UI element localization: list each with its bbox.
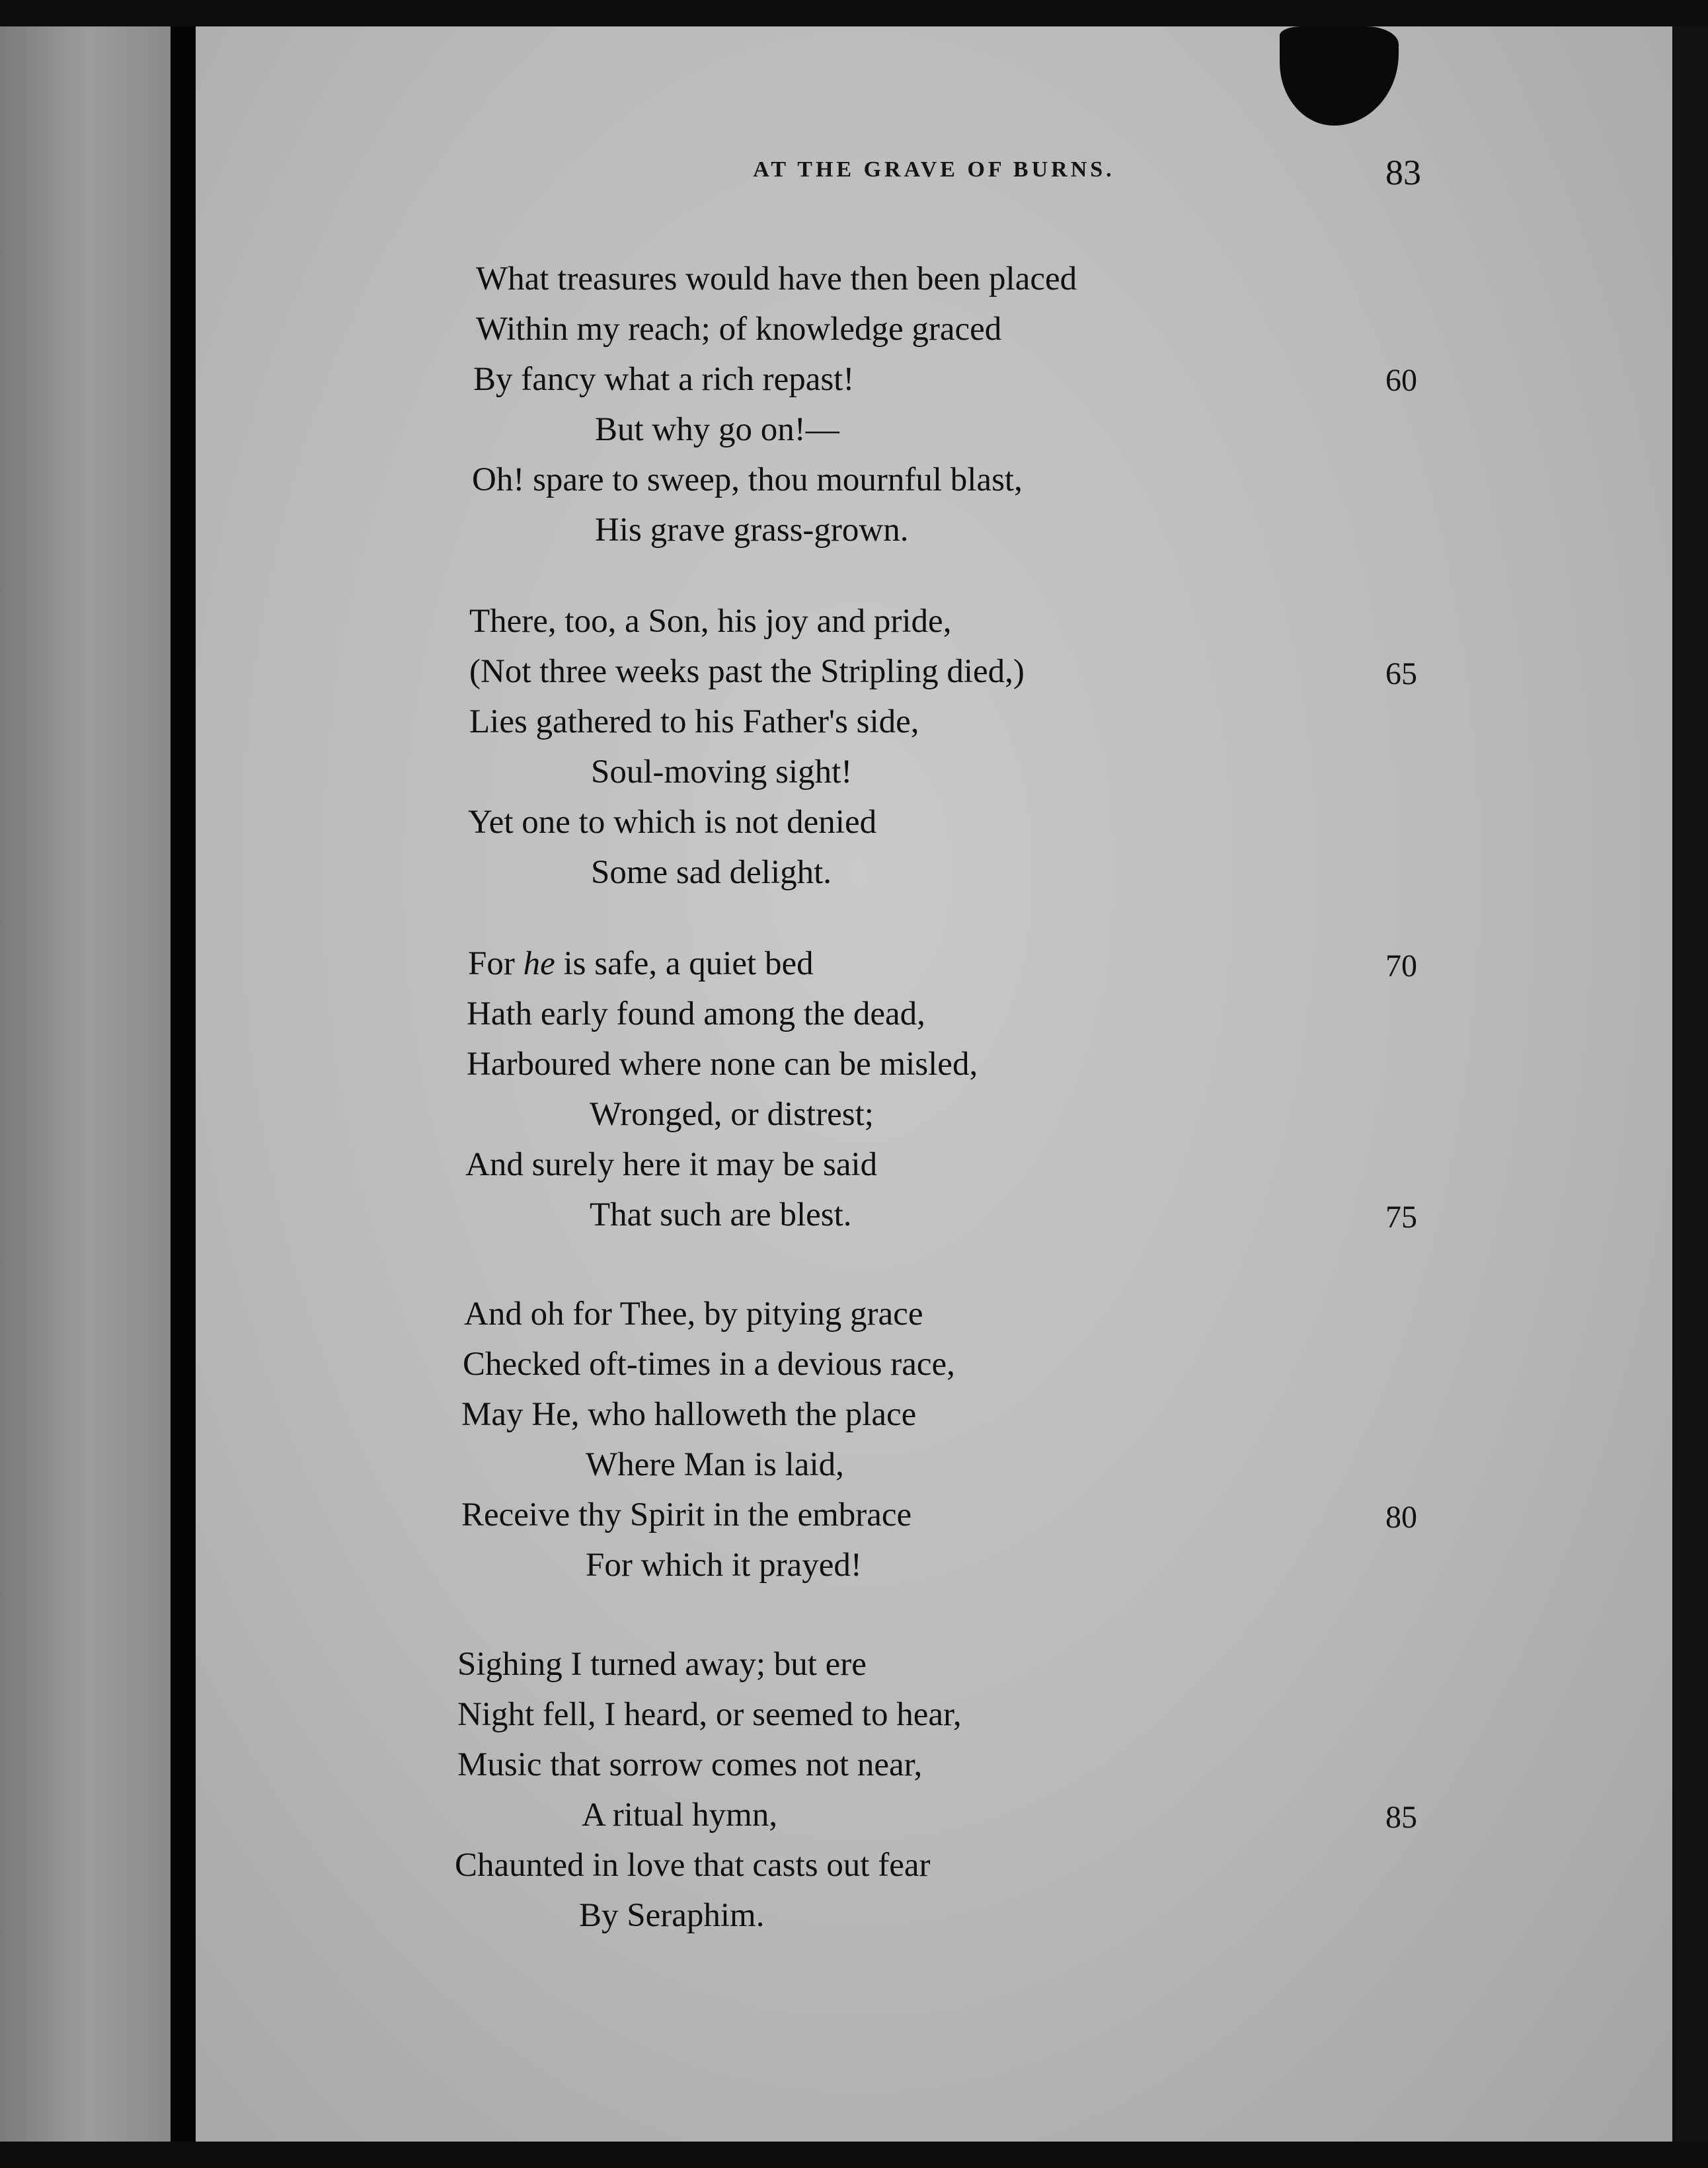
poem-line: Within my reach; of knowledge graced xyxy=(476,311,1002,348)
poem-line: Harboured where none can be misled, xyxy=(467,1046,978,1083)
poem-line: Hath early found among the dead, xyxy=(467,995,925,1032)
facing-page-edge xyxy=(0,26,172,2142)
poem-line: Oh! spare to sweep, thou mournful blast, xyxy=(472,461,1023,498)
poem-line: Receive thy Spirit in the embrace xyxy=(461,1496,912,1533)
poem-line: Checked oft-times in a devious race, xyxy=(463,1346,955,1383)
poem-line xyxy=(468,944,814,984)
line-number: 75 xyxy=(1385,1200,1417,1235)
line-number: 85 xyxy=(1385,1800,1417,1835)
poem-line: By Seraphim. xyxy=(579,1897,765,1934)
page xyxy=(196,26,1672,2142)
poem-line: That such are blest. xyxy=(590,1196,852,1233)
poem-line: His grave grass-grown. xyxy=(595,512,909,549)
poem-line: But why go on!— xyxy=(595,411,839,448)
line-number: 65 xyxy=(1385,656,1417,691)
poem-line: For which it prayed! xyxy=(586,1547,862,1584)
line-number: 70 xyxy=(1385,948,1417,984)
poem-line: There, too, a Son, his joy and pride, xyxy=(469,603,952,640)
poem-line: And oh for Thee, by pitying grace xyxy=(464,1296,923,1333)
right-scan-border xyxy=(1672,26,1708,2142)
line-number: 60 xyxy=(1385,363,1417,398)
poem-line-text: For xyxy=(468,945,524,982)
poem-line-text: is safe, a quiet bed xyxy=(555,945,814,982)
book-gutter xyxy=(171,26,196,2142)
poem-line: By fancy what a rich repast! xyxy=(473,361,855,398)
poem-line: Some sad delight. xyxy=(591,854,832,891)
emphasis: he xyxy=(523,945,555,982)
poem-line: A ritual hymn, xyxy=(582,1797,778,1834)
running-head: AT THE GRAVE OF BURNS. xyxy=(753,157,1115,182)
poem-line: Lies gathered to his Father's side, xyxy=(469,703,919,740)
ink-stain xyxy=(1280,26,1399,126)
poem-line: Music that sorrow comes not near, xyxy=(457,1746,923,1783)
poem-line: Yet one to which is not denied xyxy=(468,804,877,841)
poem-line: Night fell, I heard, or seemed to hear, xyxy=(457,1696,962,1733)
poem-line: Wronged, or distrest; xyxy=(590,1096,874,1133)
poem-line: And surely here it may be said xyxy=(465,1146,878,1183)
poem-line: Soul-moving sight! xyxy=(591,754,853,791)
poem-line: Where Man is laid, xyxy=(586,1446,844,1483)
poem-line: Sighing I turned away; but ere xyxy=(457,1646,867,1683)
poem-line: May He, who halloweth the place xyxy=(461,1396,917,1433)
poem-line: Chaunted in love that casts out fear xyxy=(455,1847,931,1884)
poem-line: What treasures would have then been placed xyxy=(476,260,1077,297)
page-number: 83 xyxy=(1385,153,1421,192)
line-number: 80 xyxy=(1385,1500,1417,1535)
poem-line: (Not three weeks past the Stripling died,) xyxy=(469,653,1025,690)
